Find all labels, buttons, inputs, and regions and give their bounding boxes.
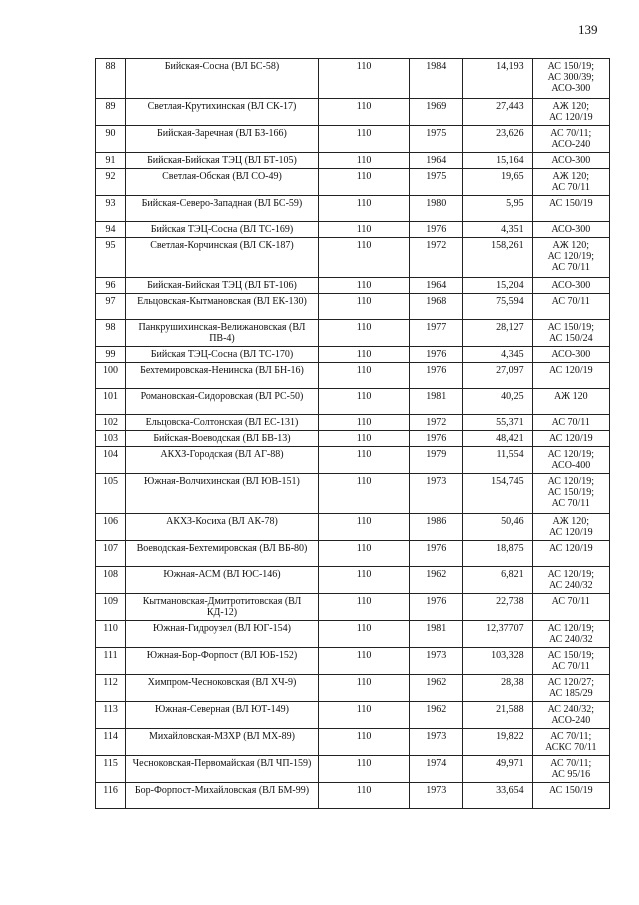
table-row [96,756,610,783]
wire-type [532,278,609,294]
line-name: Михайловская-МЗХР (ВЛ МХ-89) [126,729,319,756]
wire-type-line: АС 120/19; [547,623,595,634]
line-name: Химпром-Чесноковская (ВЛ ХЧ-9) [126,675,319,702]
wire-type-line: АС 150/19; [547,487,595,498]
commission-year: 1976 [410,222,463,238]
line-length: 33,654 [463,783,532,809]
wire-type-line: АС 150/19; [547,650,595,661]
wire-type [532,415,609,431]
row-number: 116 [96,783,126,809]
voltage-kv: 110 [318,222,409,238]
wire-type [532,169,609,196]
row-number: 101 [96,389,126,415]
commission-year: 1979 [410,447,463,474]
line-length: 21,588 [463,702,532,729]
table-row [96,59,610,99]
line-length: 75,594 [463,294,532,320]
line-length: 50,46 [463,514,532,541]
voltage-kv: 110 [318,756,409,783]
wire-type-line: АС 70/11 [551,417,590,428]
commission-year: 1976 [410,594,463,621]
line-name: Южная-АСМ (ВЛ ЮС-146) [126,567,319,594]
line-length: 4,351 [463,222,532,238]
commission-year: 1972 [410,415,463,431]
voltage-kv: 110 [318,474,409,514]
line-name: Панкрушихинская-Велижановская (ВЛ ПВ-4) [126,320,319,347]
wire-type-line: АЖ 120 [553,391,588,402]
line-name: Светлая-Корчинская (ВЛ СК-187) [126,238,319,278]
wire-type-line: АС 120/19 [548,527,593,538]
voltage-kv: 110 [318,648,409,675]
wire-type [532,567,609,594]
wire-type-line: АС 120/27; [547,677,595,688]
wire-type-line: АС 120/19 [548,543,593,554]
line-name: Южная-Северная (ВЛ ЮТ-149) [126,702,319,729]
row-number: 95 [96,238,126,278]
table-row [96,320,610,347]
row-number: 103 [96,431,126,447]
commission-year: 1964 [410,153,463,169]
wire-type-line: АС 70/11; [550,128,592,139]
wire-type-line: АСО-300 [551,83,591,94]
commission-year: 1962 [410,675,463,702]
commission-year: 1976 [410,431,463,447]
wire-type-line: АСКС 70/11 [545,742,597,753]
table-row [96,389,610,415]
wire-type [532,389,609,415]
table-row [96,447,610,474]
commission-year: 1986 [410,514,463,541]
wire-type-line: АЖ 120; [552,171,590,182]
line-length: 154,745 [463,474,532,514]
wire-type-line: АС 120/19; [547,449,595,460]
wire-type [532,238,609,278]
row-number: 90 [96,126,126,153]
line-length: 40,25 [463,389,532,415]
table-row [96,567,610,594]
commission-year: 1974 [410,756,463,783]
commission-year: 1980 [410,196,463,222]
line-length: 18,875 [463,541,532,567]
commission-year: 1975 [410,126,463,153]
wire-type [532,729,609,756]
line-name: Бор-Форпост-Михайловская (ВЛ БМ-99) [126,783,319,809]
voltage-kv: 110 [318,99,409,126]
line-length: 22,738 [463,594,532,621]
row-number: 89 [96,99,126,126]
line-length: 103,328 [463,648,532,675]
wire-type-line: АС 120/19 [548,365,593,376]
wire-type-line: АС 95/16 [551,769,591,780]
voltage-kv: 110 [318,431,409,447]
commission-year: 1962 [410,702,463,729]
voltage-kv: 110 [318,169,409,196]
row-number: 112 [96,675,126,702]
line-name: Ельцовская-Кытмановская (ВЛ ЕК-130) [126,294,319,320]
commission-year: 1976 [410,347,463,363]
wire-type-line: АС 70/11; [550,758,592,769]
wire-type [532,222,609,238]
wire-type [532,541,609,567]
voltage-kv: 110 [318,621,409,648]
commission-year: 1964 [410,278,463,294]
table-row [96,514,610,541]
wire-type-line: АС 150/19 [548,785,593,796]
line-name: Бийская-Сосна (ВЛ БС-58) [126,59,319,99]
line-length: 19,65 [463,169,532,196]
row-number: 102 [96,415,126,431]
line-name: Бийская-Северо-Западная (ВЛ БС-59) [126,196,319,222]
line-length: 158,261 [463,238,532,278]
table-row [96,415,610,431]
line-length: 12,37707 [463,621,532,648]
voltage-kv: 110 [318,702,409,729]
row-number: 88 [96,59,126,99]
line-name: Светлая-Обская (ВЛ СО-49) [126,169,319,196]
row-number: 106 [96,514,126,541]
wire-type-line: АС 70/11 [551,498,590,509]
table-row [96,222,610,238]
wire-type [532,514,609,541]
line-name: Бийская-Заречная (ВЛ БЗ-166) [126,126,319,153]
commission-year: 1977 [410,320,463,347]
wire-type-line: АС 120/19; [547,476,595,487]
line-length: 27,097 [463,363,532,389]
table-body [96,59,610,809]
line-length: 15,204 [463,278,532,294]
wire-type-line: АС 120/19 [548,112,593,123]
commission-year: 1962 [410,567,463,594]
line-length: 28,38 [463,675,532,702]
commission-year: 1968 [410,294,463,320]
wire-type [532,648,609,675]
line-name: АКХЗ-Косиха (ВЛ АК-78) [126,514,319,541]
line-name: Бехтемировская-Ненинска (ВЛ БН-16) [126,363,319,389]
voltage-kv: 110 [318,347,409,363]
page-number: 139 [578,22,598,37]
line-length: 55,371 [463,415,532,431]
table-row [96,196,610,222]
line-length: 19,822 [463,729,532,756]
line-length: 14,193 [463,59,532,99]
voltage-kv: 110 [318,196,409,222]
voltage-kv: 110 [318,278,409,294]
wire-type-line: АСО-300 [551,280,591,291]
table-row [96,594,610,621]
voltage-kv: 110 [318,447,409,474]
commission-year: 1975 [410,169,463,196]
wire-type-line: АС 150/19 [548,198,593,209]
wire-type [532,294,609,320]
row-number: 115 [96,756,126,783]
voltage-kv: 110 [318,415,409,431]
wire-type [532,126,609,153]
table-row [96,126,610,153]
row-number: 104 [96,447,126,474]
row-number: 114 [96,729,126,756]
commission-year: 1973 [410,783,463,809]
wire-type-line: АС 240/32 [548,634,593,645]
line-length: 27,443 [463,99,532,126]
commission-year: 1976 [410,541,463,567]
wire-type [532,363,609,389]
wire-type [532,99,609,126]
voltage-kv: 110 [318,320,409,347]
row-number: 99 [96,347,126,363]
wire-type-line: АС 120/19; [547,569,595,580]
table-row [96,99,610,126]
row-number: 105 [96,474,126,514]
table-row [96,675,610,702]
voltage-kv: 110 [318,594,409,621]
line-name: Чесноковская-Первомайская (ВЛ ЧП-159) [126,756,319,783]
wire-type [532,594,609,621]
wire-type-line: АСО-240 [551,139,591,150]
wire-type [532,621,609,648]
line-length: 11,554 [463,447,532,474]
table-row [96,541,610,567]
line-name: Южная-Гидроузел (ВЛ ЮГ-154) [126,621,319,648]
wire-type [532,153,609,169]
table-row [96,729,610,756]
wire-type-line: АС 120/19 [548,433,593,444]
line-name: Южная-Бор-Форпост (ВЛ ЮБ-152) [126,648,319,675]
row-number: 93 [96,196,126,222]
line-length: 15,164 [463,153,532,169]
wire-type-line: АСО-300 [551,155,591,166]
voltage-kv: 110 [318,59,409,99]
wire-type-line: АС 150/19; [547,61,595,72]
wire-type [532,431,609,447]
voltage-kv: 110 [318,238,409,278]
wire-type-line: АС 185/29 [548,688,593,699]
line-length: 4,345 [463,347,532,363]
wire-type-line: АС 70/11 [551,262,590,273]
wire-type-line: АСО-240 [551,715,591,726]
row-number: 96 [96,278,126,294]
voltage-kv: 110 [318,783,409,809]
row-number: 111 [96,648,126,675]
row-number: 113 [96,702,126,729]
wire-type [532,756,609,783]
wire-type-line: АС 150/19; [547,322,595,333]
line-length: 23,626 [463,126,532,153]
wire-type [532,347,609,363]
table-row [96,474,610,514]
table-row [96,783,610,809]
voltage-kv: 110 [318,541,409,567]
commission-year: 1972 [410,238,463,278]
wire-type-line: АС 70/11; [550,731,592,742]
commission-year: 1984 [410,59,463,99]
line-name: Романовская-Сидоровская (ВЛ РС-50) [126,389,319,415]
line-length: 6,821 [463,567,532,594]
voltage-kv: 110 [318,567,409,594]
line-name: Светлая-Крутихинская (ВЛ СК-17) [126,99,319,126]
row-number: 107 [96,541,126,567]
commission-year: 1969 [410,99,463,126]
line-name: Южная-Волчихинская (ВЛ ЮВ-151) [126,474,319,514]
line-name: Кытмановская-Дмитротитовская (ВЛ КД-12) [126,594,319,621]
wire-type-line: АС 150/24 [548,333,593,344]
table-row [96,648,610,675]
wire-type-line: АС 70/11 [551,182,590,193]
wire-type-line: АСО-300 [551,224,591,235]
line-name: Бийская-Бийская ТЭЦ (ВЛ БТ-105) [126,153,319,169]
table-row [96,347,610,363]
table-row [96,702,610,729]
row-number: 94 [96,222,126,238]
wire-type [532,196,609,222]
table-row [96,169,610,196]
wire-type [532,474,609,514]
voltage-kv: 110 [318,126,409,153]
wire-type-line: АС 240/32 [548,580,593,591]
voltage-kv: 110 [318,389,409,415]
row-number: 108 [96,567,126,594]
commission-year: 1981 [410,389,463,415]
line-length: 49,971 [463,756,532,783]
row-number: 97 [96,294,126,320]
row-number: 98 [96,320,126,347]
row-number: 100 [96,363,126,389]
voltage-kv: 110 [318,675,409,702]
wire-type [532,675,609,702]
voltage-kv: 110 [318,294,409,320]
wire-type-line: АС 240/32; [547,704,595,715]
voltage-kv: 110 [318,514,409,541]
row-number: 110 [96,621,126,648]
wire-type-line: АС 70/11 [551,296,590,307]
table-row [96,153,610,169]
row-number: 92 [96,169,126,196]
wire-type [532,702,609,729]
table-row [96,621,610,648]
commission-year: 1973 [410,648,463,675]
row-number: 109 [96,594,126,621]
table-row [96,363,610,389]
table-row [96,278,610,294]
line-name: АКХЗ-Городская (ВЛ АГ-88) [126,447,319,474]
power-lines-table [95,58,610,809]
line-name: Бийская-Бийская ТЭЦ (ВЛ БТ-106) [126,278,319,294]
line-length: 5,95 [463,196,532,222]
wire-type [532,783,609,809]
commission-year: 1973 [410,729,463,756]
wire-type-line: АС 70/11 [551,596,590,607]
line-length: 48,421 [463,431,532,447]
wire-type [532,447,609,474]
voltage-kv: 110 [318,363,409,389]
line-name: Бийская ТЭЦ-Сосна (ВЛ ТС-170) [126,347,319,363]
table-row [96,294,610,320]
line-name: Ельцовска-Солтонская (ВЛ ЕС-131) [126,415,319,431]
wire-type-line: АЖ 120; [552,516,590,527]
line-name: Бийская ТЭЦ-Сосна (ВЛ ТС-169) [126,222,319,238]
row-number: 91 [96,153,126,169]
voltage-kv: 110 [318,153,409,169]
wire-type-line: АСО-400 [551,460,591,471]
commission-year: 1973 [410,474,463,514]
wire-type [532,320,609,347]
line-name: Воеводская-Бехтемировская (ВЛ ВБ-80) [126,541,319,567]
line-name: Бийская-Воеводская (ВЛ БВ-13) [126,431,319,447]
commission-year: 1976 [410,363,463,389]
wire-type-line: АСО-300 [551,349,591,360]
commission-year: 1981 [410,621,463,648]
wire-type-line: АС 120/19; [547,251,595,262]
table-row [96,431,610,447]
table-row [96,238,610,278]
line-length: 28,127 [463,320,532,347]
wire-type-line: АЖ 120; [552,101,590,112]
wire-type-line: АЖ 120; [552,240,590,251]
wire-type-line: АС 300/39; [547,72,595,83]
wire-type-line: АС 70/11 [551,661,590,672]
wire-type [532,59,609,99]
voltage-kv: 110 [318,729,409,756]
